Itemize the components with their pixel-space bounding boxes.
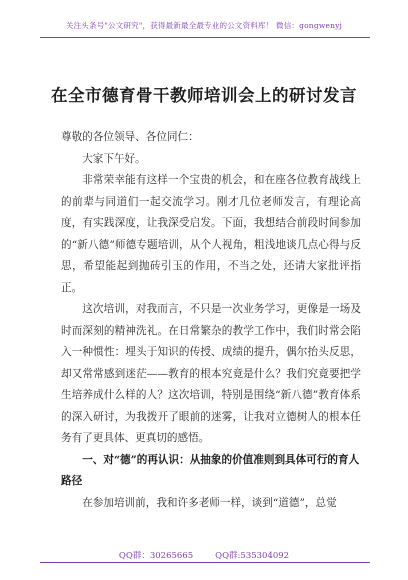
body-paragraph: 这次培训，对我而言，不只是一次业务学习，更像是一场及时而深刻的精神洗礼。在日常繁杂的教学工作中，我们时常会陷入一种惯性：埋头于知识的传授、成绩的提升，偶尔抬头反思，却又常常感到迷茫——教育的根本究竟是什么？我们究竟要把学生培养成什么样的人？这次培训，特别是围绕“新八德”教育体系的深入研讨，为我拨开了眼前的迷雾，让我对立德树人的根本任务有了更具体、更真切的感悟。 xyxy=(61,303,361,444)
salutation: 尊敬的各位领导、各位同仁： xyxy=(61,131,199,143)
header-banner: 关注头条号"公文研究"，获得最新最全最专业的公文资料库！ 微信：gongwenyj xyxy=(65,21,343,30)
body-paragraph: 在参加培训前，我和许多老师一样，谈到“道德”，总觉 xyxy=(82,496,337,509)
footer-qq-group-1: QQ群：30265665 xyxy=(118,551,194,561)
header-divider xyxy=(40,37,370,38)
body-paragraph: 非常荣幸能有这样一个宝贵的机会，和在座各位教育战线上的前辈与同道们一起交流学习。刚才几位老师发言，有理论高度，有实践深度，让我深受启发。下面，我想结合前段时间参加的“新八德”师德专题培训，从个人视角，粗浅地谈几点心得与反思，希望能起到抛砖引玉的作用，不当之处，还请大家批评指正。 xyxy=(61,174,361,294)
document-body xyxy=(61,127,361,514)
greeting: 大家下午好。 xyxy=(82,152,146,165)
section-heading: 一、对“德”的再认识：从抽象的价值准则到具体可行的育人路径 xyxy=(61,453,360,487)
footer-banner xyxy=(0,549,408,561)
footer-qq-group-2: QQ群:535304092 xyxy=(215,551,290,561)
footer-divider xyxy=(40,562,370,563)
document-title: 在全市德育骨干教师培训会上的研讨发言 xyxy=(51,86,357,105)
